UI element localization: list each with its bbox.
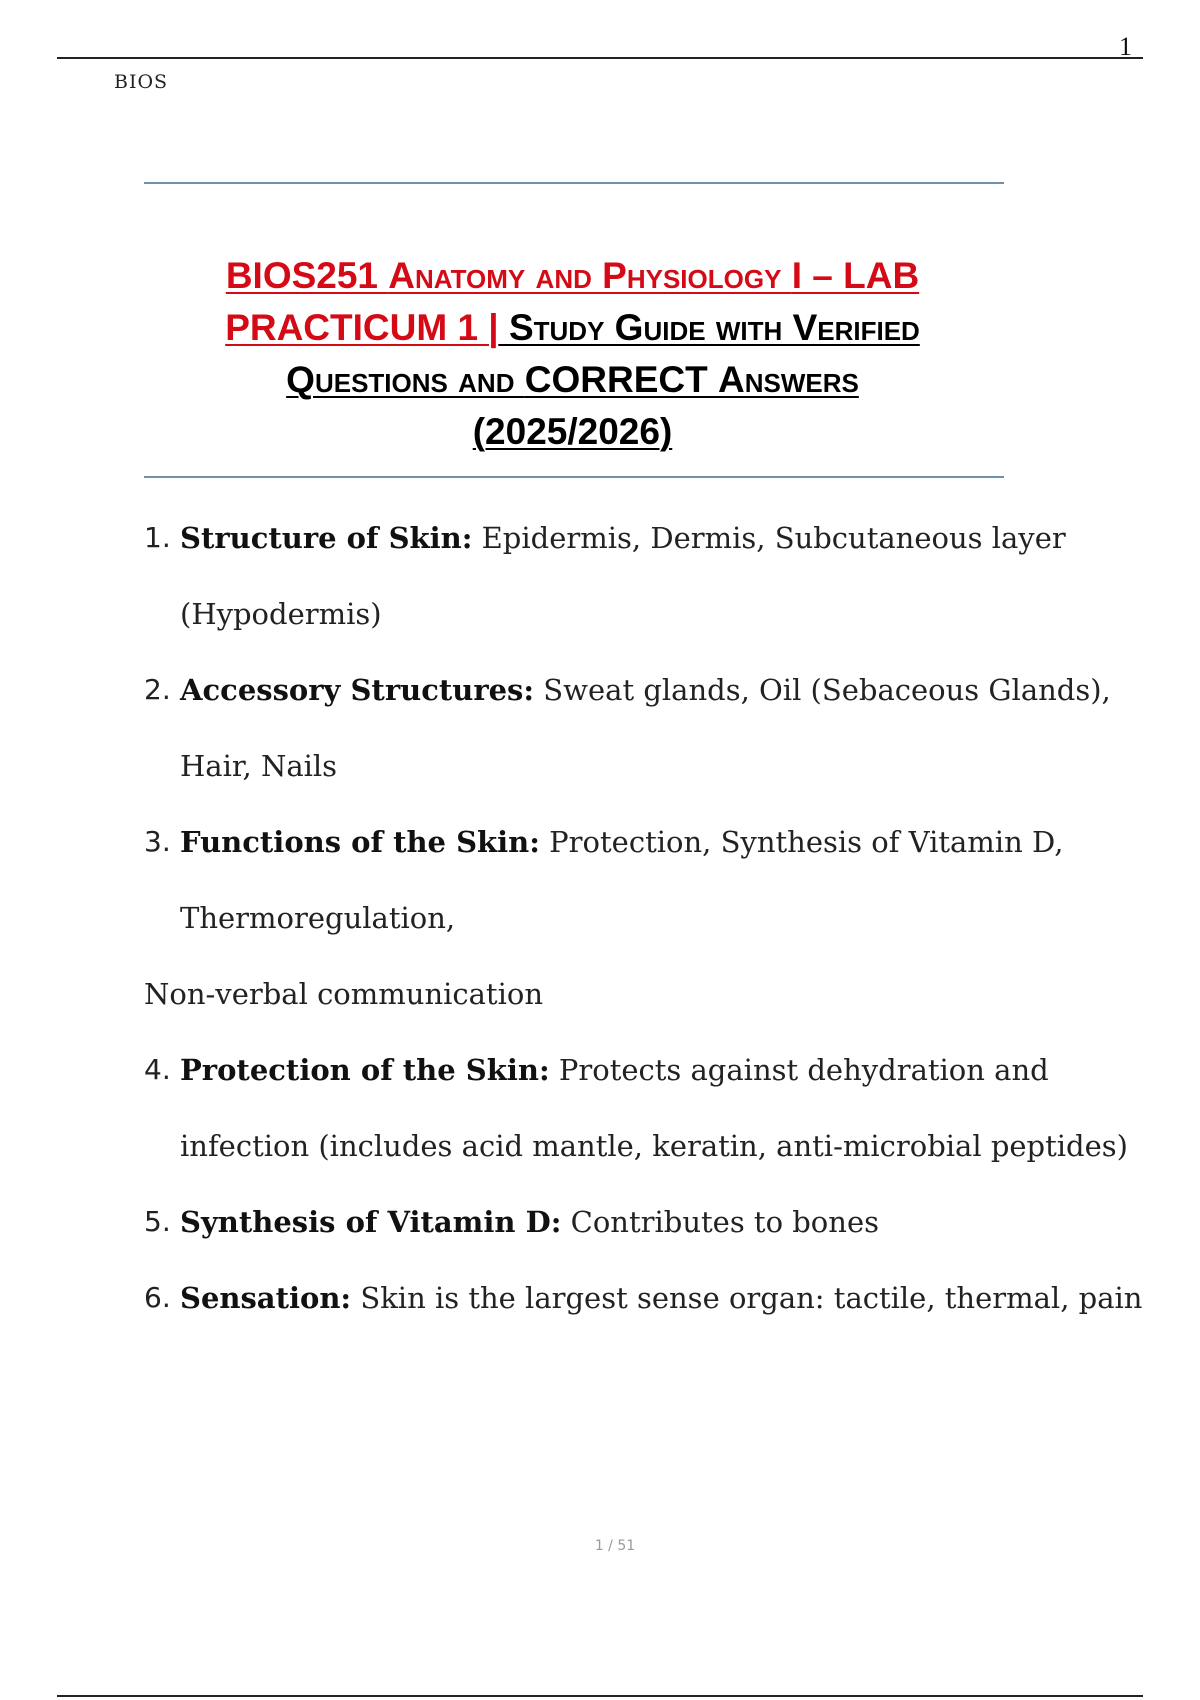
item-text: infection (includes acid mantle, keratin, anti-microbial peptides) (180, 1129, 1128, 1163)
item-term: Protection of the Skin: (180, 1053, 550, 1087)
title-top-rule (144, 182, 1004, 184)
list-item (144, 500, 1094, 652)
item-number: 2. (144, 673, 171, 706)
header-rule (57, 57, 1143, 59)
item-text: Sweat glands, Oil (Sebaceous Glands), (534, 673, 1111, 707)
page-count: 1 / 51 (594, 1538, 636, 1554)
title-segment: Answers (717, 359, 859, 400)
item-number: 5. (144, 1205, 171, 1238)
list-item (144, 804, 1094, 1032)
item-term: Structure of Skin: (180, 521, 473, 555)
item-term: Functions of the Skin: (180, 825, 540, 859)
item-text: Protects against dehydration and (549, 1053, 1049, 1087)
item-term: Accessory Structures: (180, 673, 535, 707)
title-segment: Study Guide with Verified (498, 307, 920, 348)
item-text: Contributes to bones (561, 1205, 879, 1239)
item-number: 3. (144, 825, 171, 858)
header-label: BIOS (114, 71, 169, 93)
item-number: 6. (144, 1281, 171, 1314)
item-text: (Hypodermis) (180, 597, 382, 631)
item-text: Epidermis, Dermis, Subcutaneous layer (472, 521, 1066, 555)
list-item (144, 1032, 1128, 1184)
item-term: Synthesis of Vitamin D: (180, 1205, 562, 1239)
title-year: (2025/2026) (472, 411, 673, 452)
item-number: 1. (144, 521, 171, 554)
study-list (144, 500, 1143, 1336)
item-text: Hair, Nails (180, 749, 338, 783)
list-item (144, 1184, 1094, 1260)
title-bottom-rule (144, 476, 1004, 478)
item-text: Thermoregulation, (180, 901, 456, 935)
item-term: Sensation: (180, 1281, 352, 1315)
footer-rule (57, 1695, 1143, 1697)
item-text: Non-verbal communication (144, 977, 543, 1011)
list-item (144, 652, 1111, 804)
item-number: 4. (144, 1053, 171, 1086)
list-item (144, 1260, 1143, 1336)
title-segment: Questions and (286, 359, 525, 400)
title-segment: CORRECT (524, 359, 718, 400)
title-segment: PRACTICUM 1 | (225, 307, 499, 348)
item-text: Protection, Synthesis of Vitamin D, (539, 825, 1064, 859)
title-segment: Anatomy and Physiology (388, 255, 792, 296)
title-segment: BIOS251 (225, 255, 389, 296)
item-text: Skin is the largest sense organ: tactile, thermal, pain (351, 1281, 1143, 1315)
document-title (120, 250, 1025, 458)
page-number: 1 (1119, 32, 1132, 61)
title-segment: I – LAB (791, 255, 920, 296)
